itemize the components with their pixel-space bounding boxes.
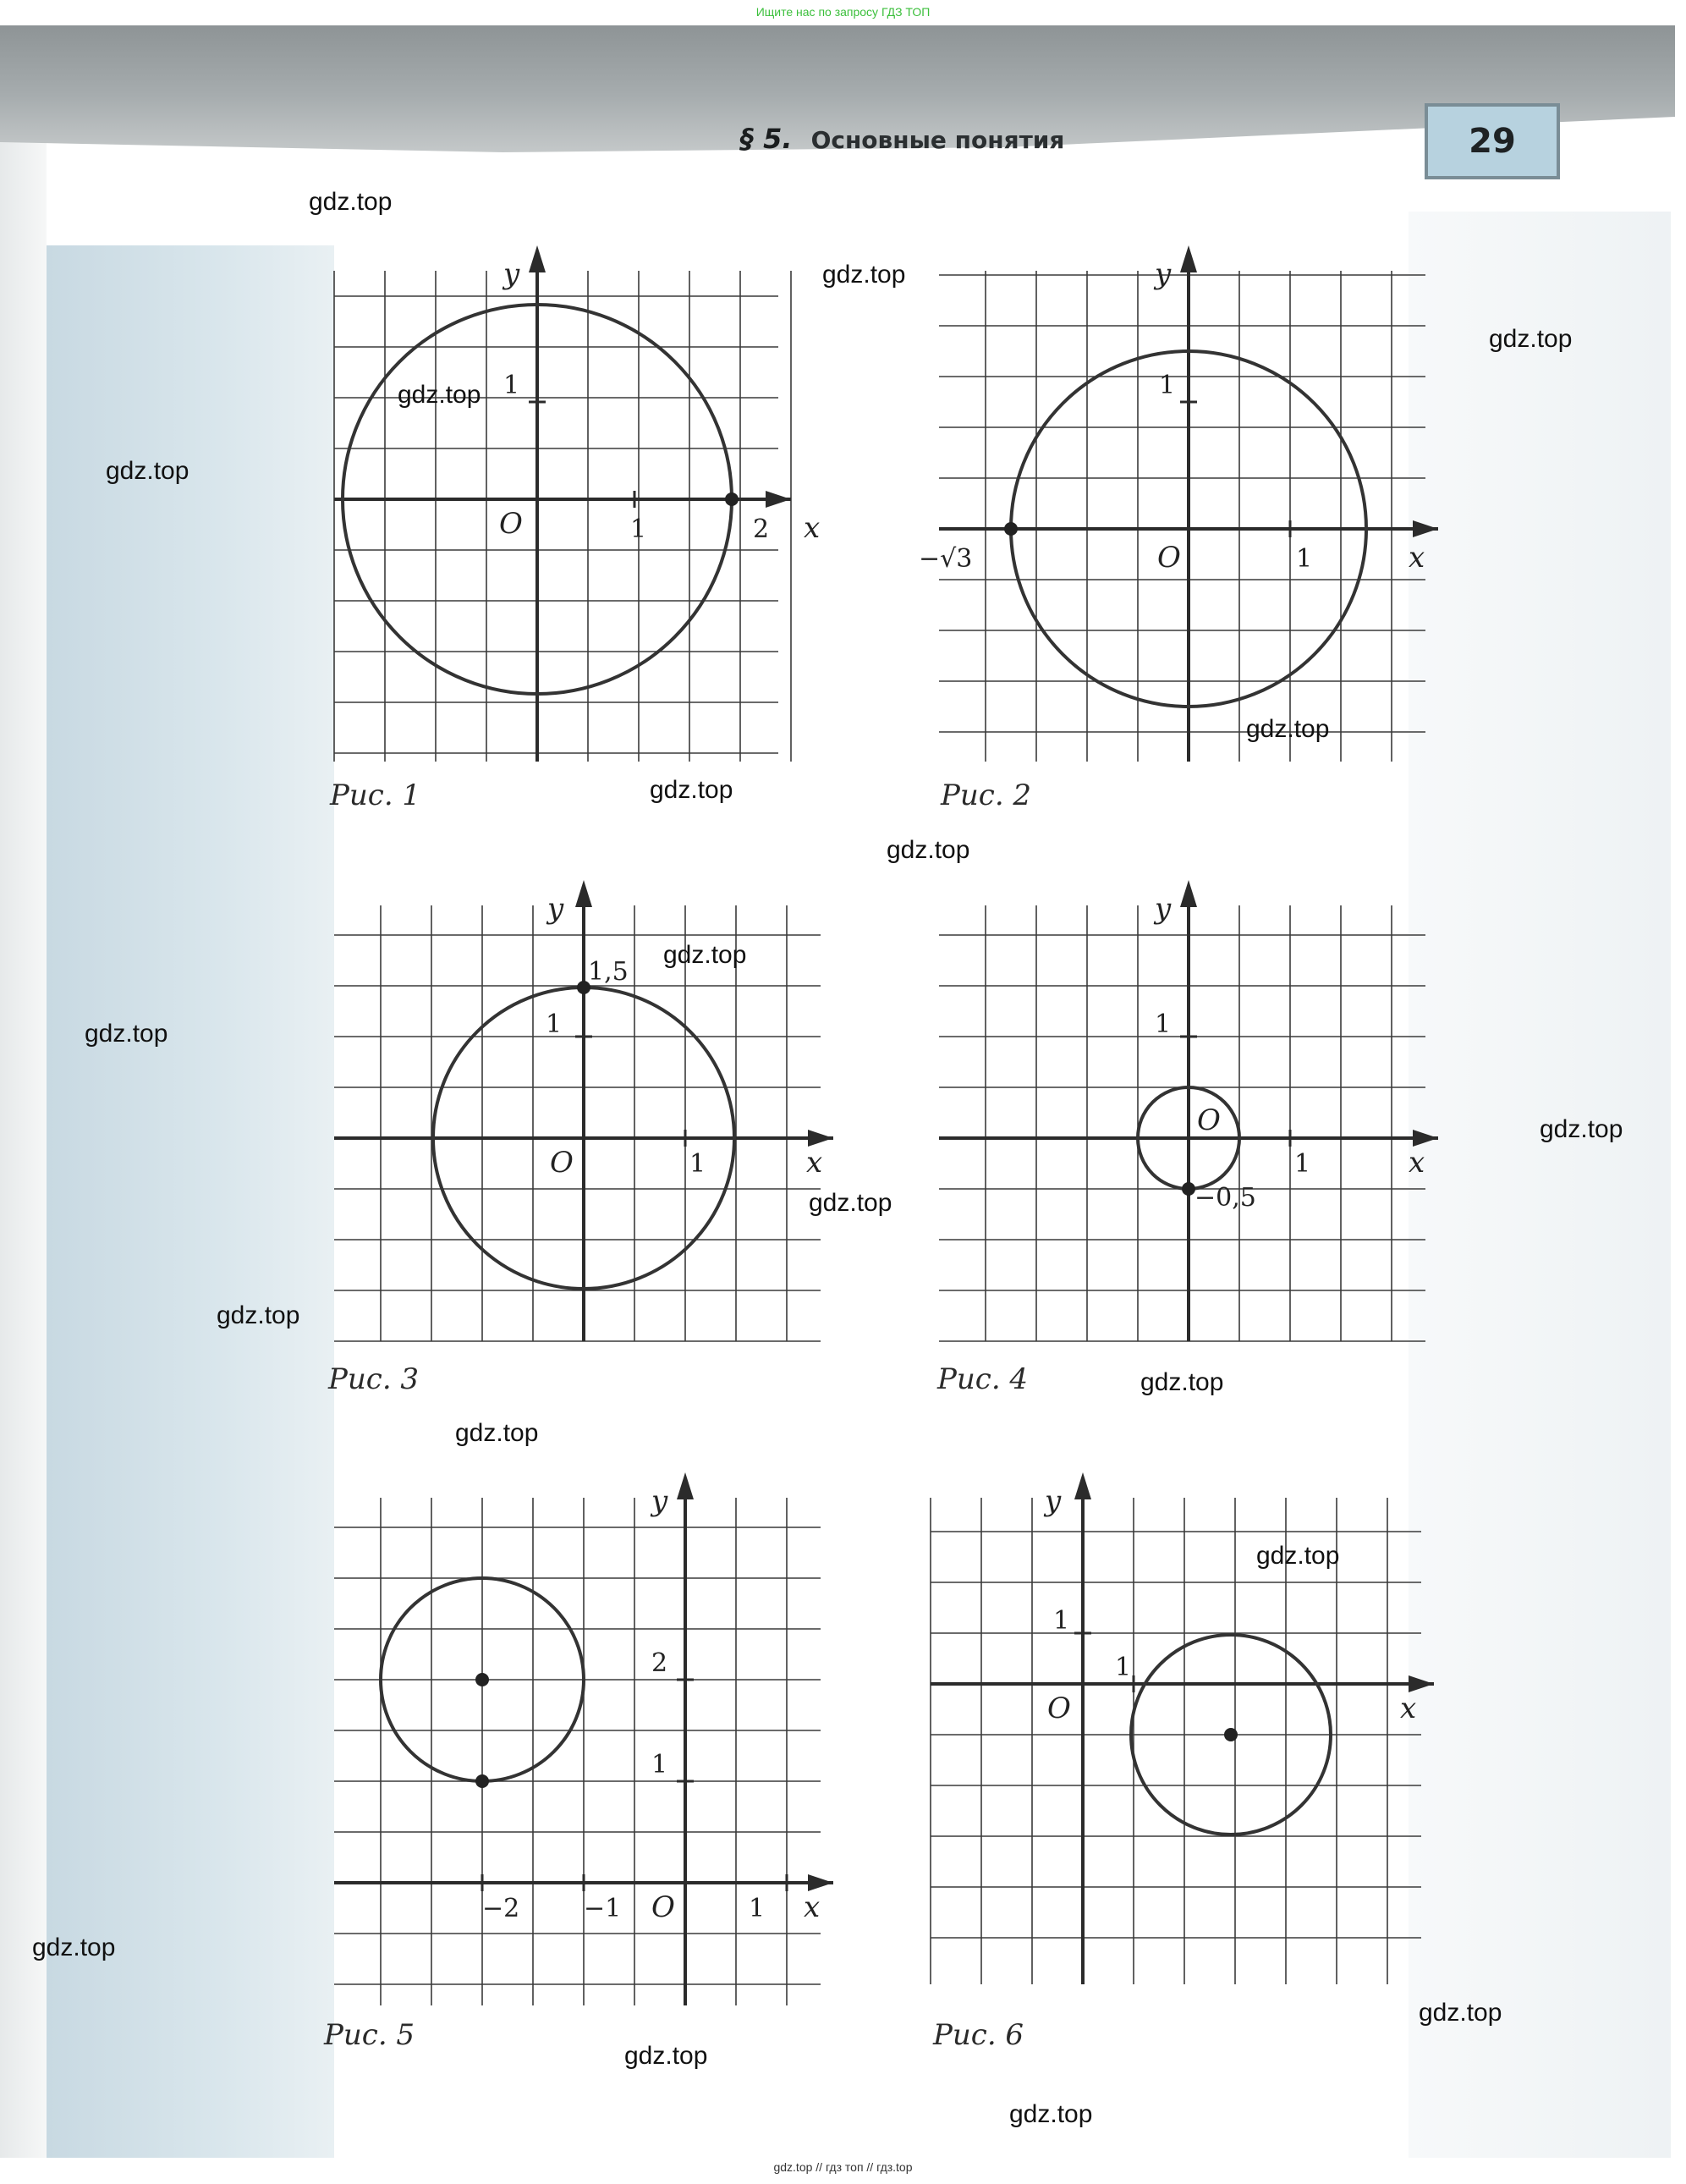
y-label: y bbox=[1045, 1484, 1062, 1518]
watermark[interactable]: gdz.top bbox=[1489, 325, 1573, 353]
point bbox=[1182, 1182, 1195, 1196]
figure-5 bbox=[334, 1472, 833, 2005]
y-label: y bbox=[503, 257, 520, 291]
x-axis-arrow-icon bbox=[1413, 520, 1438, 537]
tick-label-y-1: 1 bbox=[1053, 1606, 1070, 1636]
watermark[interactable]: gdz.top bbox=[650, 776, 733, 804]
tick-label-y-1: 1 bbox=[651, 1750, 668, 1780]
point bbox=[1004, 522, 1018, 536]
watermark[interactable]: gdz.top bbox=[455, 1419, 539, 1447]
grid bbox=[334, 905, 821, 1341]
x-axis-arrow-icon bbox=[808, 1130, 833, 1147]
y-label: y bbox=[651, 1484, 668, 1518]
watermark[interactable]: gdz.top bbox=[309, 188, 393, 216]
x-label: x bbox=[1400, 1692, 1417, 1725]
tick-label-y-2: 2 bbox=[651, 1648, 668, 1678]
figure-2-graph bbox=[919, 245, 1438, 762]
tick-label-x-neg-2: −2 bbox=[482, 1894, 520, 1923]
watermark[interactable]: gdz.top bbox=[1419, 1999, 1502, 2027]
origin-label: O bbox=[499, 507, 523, 541]
figure-4-caption: Рис. 4 bbox=[937, 1362, 1029, 1396]
x-label: x bbox=[806, 1146, 823, 1180]
y-axis-arrow-icon bbox=[575, 880, 592, 907]
x-axis-arrow-icon bbox=[1413, 1130, 1438, 1147]
figure-6 bbox=[931, 1472, 1434, 1984]
y-axis-arrow-icon bbox=[1074, 1472, 1091, 1499]
tick-label-x-1: 1 bbox=[630, 514, 647, 544]
top-link[interactable]: Ищите нас по запросу ГДЗ ТОП bbox=[755, 5, 931, 19]
figure-3-caption: Рис. 3 bbox=[328, 1362, 420, 1396]
tick-label-y-1: 1 bbox=[1155, 1009, 1172, 1039]
y-label: y bbox=[1155, 257, 1172, 291]
x-label: x bbox=[1409, 1146, 1425, 1180]
x-axis-arrow-icon bbox=[1409, 1675, 1434, 1692]
watermark[interactable]: gdz.top bbox=[1256, 1542, 1340, 1570]
watermark[interactable]: gdz.top bbox=[85, 1020, 168, 1048]
figure-5-caption: Рис. 5 bbox=[324, 2018, 415, 2052]
y-axis-arrow-icon bbox=[1180, 245, 1197, 272]
origin-label: O bbox=[1197, 1103, 1221, 1137]
tick-label-y-1: 1 bbox=[1159, 371, 1176, 400]
origin-label: O bbox=[1047, 1692, 1071, 1725]
watermark[interactable]: gdz.top bbox=[822, 261, 906, 289]
y-axis-arrow-icon bbox=[1180, 880, 1197, 907]
figure-4-graph bbox=[939, 880, 1438, 1341]
watermark[interactable]: gdz.top bbox=[106, 457, 189, 485]
watermark[interactable]: gdz.top bbox=[663, 941, 747, 969]
bottom-link[interactable]: gdz.top // гдз топ // гдз.top bbox=[773, 2160, 913, 2174]
tick-label-x-1: 1 bbox=[1296, 544, 1313, 574]
grid bbox=[931, 1498, 1421, 1984]
section-title: Основные понятия bbox=[810, 126, 1065, 154]
watermark[interactable]: gdz.top bbox=[217, 1301, 300, 1329]
tick-label-y-1: 1 bbox=[546, 1009, 563, 1039]
watermark[interactable]: gdz.top bbox=[1140, 1368, 1224, 1396]
figure-6-caption: Рис. 6 bbox=[933, 2018, 1024, 2052]
y-label: y bbox=[547, 892, 564, 926]
tick-label-y-neg-0-5: −0,5 bbox=[1194, 1183, 1256, 1213]
watermark[interactable]: gdz.top bbox=[1540, 1115, 1623, 1143]
watermark[interactable]: gdz.top bbox=[1246, 715, 1330, 743]
grid bbox=[334, 1498, 821, 2005]
y-label: y bbox=[1155, 892, 1172, 926]
figure-2 bbox=[919, 245, 1438, 762]
figure-4 bbox=[939, 880, 1438, 1341]
figure-6-graph bbox=[931, 1472, 1434, 1984]
tick-label-x-2: 2 bbox=[753, 514, 770, 544]
y-axis-arrow-icon bbox=[529, 245, 546, 272]
figure-2-caption: Рис. 2 bbox=[941, 778, 1032, 812]
x-axis-arrow-icon bbox=[808, 1874, 833, 1891]
header-title bbox=[740, 123, 1064, 155]
left-margin-strip bbox=[47, 245, 334, 2158]
tick-label-x-1: 1 bbox=[1115, 1653, 1132, 1682]
grid bbox=[939, 905, 1425, 1341]
watermark[interactable]: gdz.top bbox=[1009, 2100, 1093, 2128]
x-label: x bbox=[804, 511, 821, 545]
tick-label-x-1: 1 bbox=[749, 1894, 766, 1923]
page-number: 29 bbox=[1425, 103, 1560, 179]
figure-3-graph bbox=[334, 880, 833, 1341]
x-label: x bbox=[1409, 541, 1425, 575]
tick-label-x-1: 1 bbox=[689, 1149, 706, 1179]
watermark[interactable]: gdz.top bbox=[887, 836, 970, 864]
center-point bbox=[1224, 1728, 1238, 1741]
tick-label-x-1: 1 bbox=[1294, 1149, 1311, 1179]
grid bbox=[334, 271, 791, 762]
watermark[interactable]: gdz.top bbox=[809, 1189, 892, 1217]
origin-label: O bbox=[651, 1890, 675, 1924]
point bbox=[725, 492, 739, 506]
origin-label: O bbox=[550, 1146, 574, 1180]
x-axis-arrow-icon bbox=[766, 491, 791, 508]
y-axis-arrow-icon bbox=[677, 1472, 694, 1499]
center-point bbox=[475, 1673, 489, 1686]
x-label: x bbox=[804, 1890, 821, 1924]
watermark[interactable]: gdz.top bbox=[32, 1934, 116, 1961]
watermark[interactable]: gdz.top bbox=[398, 381, 481, 409]
tick-label-neg-sqrt3: −√3 bbox=[919, 544, 973, 574]
figure-3 bbox=[334, 880, 833, 1341]
figure-5-graph bbox=[334, 1472, 833, 2005]
tick-label-y-1-5: 1,5 bbox=[588, 957, 629, 987]
figure-1-caption: Рис. 1 bbox=[330, 778, 421, 812]
figure-1-graph bbox=[334, 245, 821, 762]
section-number: § 5. bbox=[740, 123, 793, 155]
origin-label: O bbox=[1157, 541, 1181, 575]
tick-label-y-1: 1 bbox=[503, 371, 520, 400]
watermark[interactable]: gdz.top bbox=[624, 2042, 708, 2070]
tick-label-x-neg-1: −1 bbox=[584, 1894, 622, 1923]
point bbox=[475, 1774, 489, 1788]
right-margin-strip bbox=[1409, 212, 1671, 2158]
page-fold-shadow bbox=[0, 25, 47, 2158]
figure-1 bbox=[334, 245, 821, 762]
